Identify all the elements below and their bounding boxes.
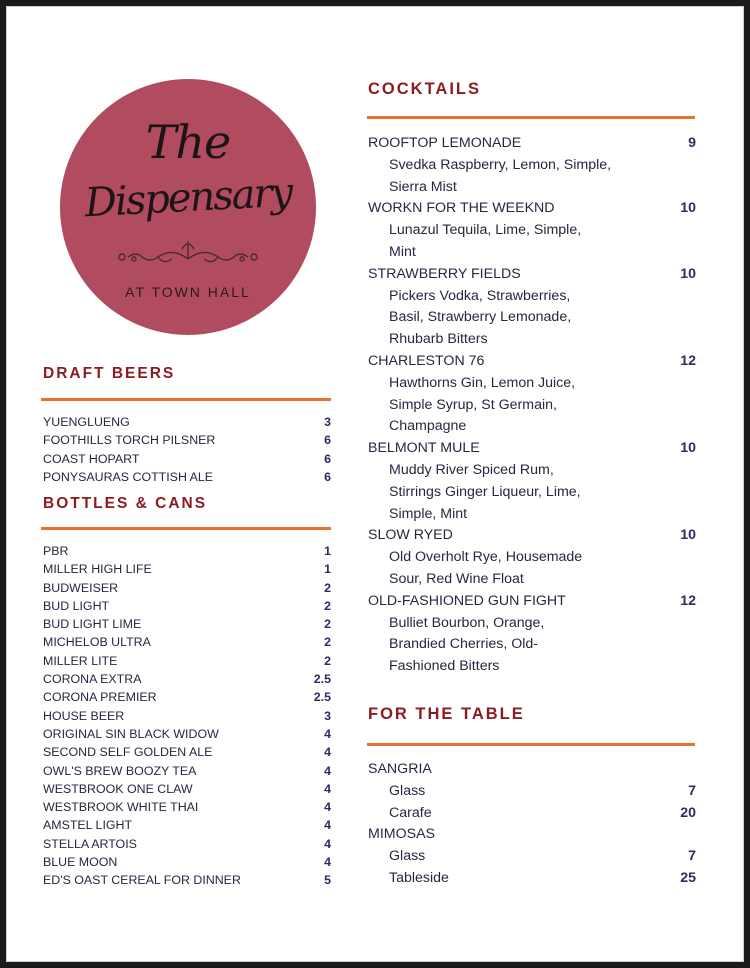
item-name: BUDWEISER xyxy=(43,580,119,595)
menu-item xyxy=(43,652,331,670)
item-name: MILLER HIGH LIFE xyxy=(43,562,152,577)
table-option-price: 7 xyxy=(688,848,696,865)
item-price: 2 xyxy=(324,635,331,650)
draft-beers-title: DRAFT BEERS xyxy=(43,365,176,382)
cocktail-row xyxy=(368,198,696,220)
cocktail-description-line: Hawthorns Gin, Lemon Juice, xyxy=(389,374,576,391)
menu-item xyxy=(43,798,331,816)
menu-item xyxy=(43,431,331,449)
table-group-row xyxy=(368,759,696,781)
table-option-label: Tableside xyxy=(389,869,449,886)
cocktail-description-line: Rhubarb Bitters xyxy=(389,331,488,348)
bottles-cans-rule xyxy=(41,527,331,530)
for-the-table-list xyxy=(368,759,696,890)
item-price: 1 xyxy=(324,562,331,577)
cocktail-price: 10 xyxy=(680,440,696,457)
item-name: OWL'S BREW BOOZY TEA xyxy=(43,763,197,778)
item-price: 2.5 xyxy=(313,672,331,687)
cocktail-item xyxy=(368,133,696,198)
item-name: HOUSE BEER xyxy=(43,708,125,723)
cocktail-description-line: Svedka Raspberry, Lemon, Simple, xyxy=(389,156,612,173)
cocktail-row xyxy=(368,591,696,613)
cocktail-description-line: Lunazul Tequila, Lime, Simple, xyxy=(389,222,582,239)
cocktail-price: 12 xyxy=(680,352,696,369)
menu-item xyxy=(43,743,331,761)
menu-page xyxy=(6,6,744,962)
cocktail-description-line: Old Overholt Rye, Housemade xyxy=(389,549,583,566)
item-name: WESTBROOK ONE CLAW xyxy=(43,781,193,796)
menu-item xyxy=(43,633,331,651)
menu-item xyxy=(43,853,331,871)
cocktail-row xyxy=(368,351,696,373)
item-price: 3 xyxy=(324,708,331,723)
cocktail-name: BELMONT MULE xyxy=(368,440,480,457)
table-option-label: Glass xyxy=(389,848,426,865)
logo-name-text: Dispensary xyxy=(83,169,293,227)
table-option-label: Glass xyxy=(389,782,426,799)
item-price: 2 xyxy=(324,580,331,595)
item-name: AMSTEL LIGHT xyxy=(43,818,133,833)
cocktail-description-line: Simple, Mint xyxy=(389,505,468,522)
item-price: 4 xyxy=(324,818,331,833)
table-option-row xyxy=(368,781,696,803)
item-name: WESTBROOK WHITE THAI xyxy=(43,800,199,815)
cocktail-row xyxy=(368,264,696,286)
cocktail-name: STRAWBERRY FIELDS xyxy=(368,265,521,282)
cocktail-name: WORKN FOR THE WEEKND xyxy=(368,200,555,217)
item-price: 6 xyxy=(324,451,331,466)
menu-item xyxy=(43,450,331,468)
cocktail-item xyxy=(368,264,696,351)
cocktail-row xyxy=(368,133,696,155)
flourish-ornament-icon xyxy=(112,237,264,269)
draft-beers-rule xyxy=(41,398,331,401)
menu-item xyxy=(43,560,331,578)
menu-item xyxy=(43,707,331,725)
bottles-cans-title: BOTTLES & CANS xyxy=(43,495,208,512)
item-name: YUENGLUENG xyxy=(43,415,130,429)
menu-item xyxy=(43,871,331,889)
cocktail-name: OLD-FASHIONED GUN FIGHT xyxy=(368,592,566,609)
item-name: ED'S OAST CEREAL FOR DINNER xyxy=(43,873,241,888)
cocktails-list xyxy=(368,133,696,678)
table-group xyxy=(368,759,696,824)
cocktail-price: 10 xyxy=(680,527,696,544)
cocktail-item xyxy=(368,198,696,263)
menu-item xyxy=(43,670,331,688)
cocktail-price: 10 xyxy=(680,200,696,217)
menu-item xyxy=(43,835,331,853)
cocktail-row xyxy=(368,438,696,460)
item-name: BUD LIGHT xyxy=(43,598,110,613)
menu-item xyxy=(43,413,331,431)
item-price: 5 xyxy=(324,873,331,888)
table-group-name: MIMOSAS xyxy=(368,826,436,843)
cocktail-description-line: Fashioned Bitters xyxy=(389,658,500,675)
menu-item xyxy=(43,780,331,798)
item-name: CORONA EXTRA xyxy=(43,672,142,687)
menu-item xyxy=(43,597,331,615)
cocktail-item xyxy=(368,525,696,590)
table-option-row xyxy=(368,868,696,890)
item-name: ORIGINAL SIN BLACK WIDOW xyxy=(43,726,219,741)
item-name: CORONA PREMIER xyxy=(43,690,157,705)
logo-circle xyxy=(60,79,316,335)
item-name: SECOND SELF GOLDEN ALE xyxy=(43,745,213,760)
cocktail-description-line: Muddy River Spiced Rum, xyxy=(389,461,554,478)
draft-beers-list xyxy=(43,413,331,486)
cocktail-description-line: Simple Syrup, St Germain, xyxy=(389,396,557,413)
item-name: MICHELOB ULTRA xyxy=(43,635,151,650)
item-name: STELLA ARTOIS xyxy=(43,836,137,851)
table-option-row xyxy=(368,846,696,868)
menu-item xyxy=(43,725,331,743)
cocktail-row xyxy=(368,525,696,547)
cocktail-description-line: Sour, Red Wine Float xyxy=(389,570,524,587)
item-name: MILLER LITE xyxy=(43,653,118,668)
menu-item xyxy=(43,762,331,780)
table-group xyxy=(368,824,696,889)
cocktail-price: 12 xyxy=(680,592,696,609)
menu-item xyxy=(43,615,331,633)
item-name: PBR xyxy=(43,544,69,558)
item-price: 4 xyxy=(324,726,331,741)
menu-item xyxy=(43,816,331,834)
cocktail-item xyxy=(368,351,696,438)
cocktail-description-line: Sierra Mist xyxy=(389,178,457,195)
menu-item xyxy=(43,542,331,560)
cocktail-name: CHARLESTON 76 xyxy=(368,352,485,369)
logo-subtitle: AT TOWN HALL xyxy=(125,284,251,300)
item-price: 1 xyxy=(324,544,331,558)
for-the-table-rule xyxy=(367,743,695,746)
item-price: 2.5 xyxy=(313,690,331,705)
item-price: 4 xyxy=(324,763,331,778)
menu-item xyxy=(43,688,331,706)
cocktail-description-line: Basil, Strawberry Lemonade, xyxy=(389,309,572,326)
item-price: 2 xyxy=(324,617,331,632)
for-the-table-title: FOR THE TABLE xyxy=(368,705,525,723)
item-price: 2 xyxy=(324,653,331,668)
table-option-price: 20 xyxy=(680,804,696,821)
item-name: BUD LIGHT LIME xyxy=(43,617,142,632)
item-price: 4 xyxy=(324,836,331,851)
item-price: 6 xyxy=(324,469,331,484)
cocktail-price: 9 xyxy=(688,135,696,151)
logo-the-text: The xyxy=(145,115,231,169)
item-price: 4 xyxy=(324,745,331,760)
cocktail-name: SLOW RYED xyxy=(368,527,453,544)
item-price: 4 xyxy=(324,855,331,870)
table-option-price: 25 xyxy=(680,869,696,886)
table-option-price: 7 xyxy=(688,782,696,799)
bottles-cans-list xyxy=(43,542,331,890)
cocktail-description-line: Mint xyxy=(389,243,416,260)
menu-item xyxy=(43,468,331,486)
item-name: PONYSAURAS COTTISH ALE xyxy=(43,469,214,484)
table-group-row xyxy=(368,824,696,846)
cocktail-item xyxy=(368,591,696,678)
cocktail-name: ROOFTOP LEMONADE xyxy=(368,135,522,151)
table-option-row xyxy=(368,803,696,825)
table-group-name: SANGRIA xyxy=(368,761,432,777)
item-price: 4 xyxy=(324,781,331,796)
item-name: COAST HOPART xyxy=(43,451,140,466)
cocktail-description-line: Brandied Cherries, Old- xyxy=(389,636,539,653)
item-name: BLUE MOON xyxy=(43,855,118,870)
cocktail-description-line: Pickers Vodka, Strawberries, xyxy=(389,287,571,304)
item-price: 2 xyxy=(324,598,331,613)
item-name: FOOTHILLS TORCH PILSNER xyxy=(43,433,216,448)
cocktails-title: COCKTAILS xyxy=(368,80,482,98)
table-option-label: Carafe xyxy=(389,804,432,821)
cocktail-description-line: Bulliet Bourbon, Orange, xyxy=(389,614,545,631)
item-price: 6 xyxy=(324,433,331,448)
item-price: 3 xyxy=(324,415,331,429)
item-price: 4 xyxy=(324,800,331,815)
cocktail-price: 10 xyxy=(680,265,696,282)
cocktail-description-line: Stirrings Ginger Liqueur, Lime, xyxy=(389,483,581,500)
menu-item xyxy=(43,579,331,597)
cocktail-description-line: Champagne xyxy=(389,418,467,435)
cocktails-rule xyxy=(367,116,695,119)
cocktail-item xyxy=(368,438,696,525)
